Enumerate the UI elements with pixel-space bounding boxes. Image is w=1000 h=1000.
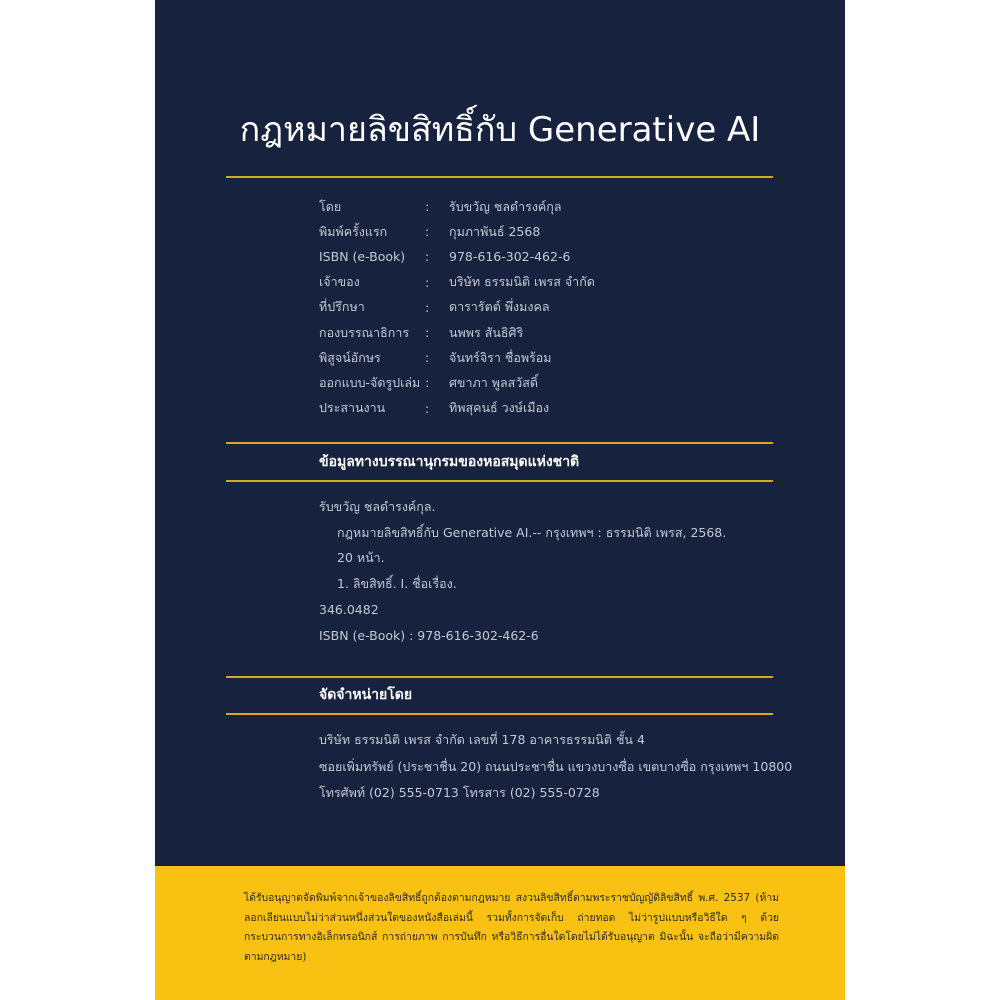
credit-value: กุมภาพันธ์ 2568 bbox=[449, 223, 541, 239]
credit-label: กองบรรณาธิการ bbox=[319, 324, 410, 340]
credit-separator: : bbox=[425, 249, 430, 265]
credits-list bbox=[319, 194, 595, 421]
cip-subjects: 1. ลิขสิทธิ์. I. ชื่อเรื่อง. bbox=[337, 575, 457, 591]
copyright-page bbox=[155, 0, 845, 1000]
divider-cip-bottom bbox=[226, 480, 773, 482]
credit-label: ประสานงาน bbox=[319, 400, 386, 416]
credit-row-advisor bbox=[319, 295, 595, 320]
divider-title bbox=[226, 176, 773, 178]
credit-row-author bbox=[319, 194, 595, 219]
credit-separator: : bbox=[425, 400, 430, 416]
cip-isbn: ISBN (e-Book) : 978-616-302-462-6 bbox=[319, 627, 539, 643]
credit-label: เจ้าของ bbox=[319, 274, 360, 290]
cip-classification: 346.0482 bbox=[319, 602, 379, 618]
credit-value: ทิพสุคนธ์ วงษ์เมือง bbox=[449, 400, 550, 416]
distribution-address-2: ซอยเพิ่มทรัพย์ (ประชาชื่น 20) ถนนประชาชื่น แขวงบางซื่อ เขตบางซื่อ กรุงเทพฯ 10800 bbox=[319, 758, 793, 774]
credit-value: นพพร สันธิศิริ bbox=[449, 324, 524, 340]
cip-heading: ข้อมูลทางบรรณานุกรมของหอสมุดแห่งชาติ bbox=[319, 454, 580, 470]
distribution-contact: โทรศัพท์ (02) 555-0713 โทรสาร (02) 555-0728 bbox=[319, 785, 600, 801]
credit-separator: : bbox=[425, 224, 430, 240]
credit-row-coordinator bbox=[319, 396, 595, 421]
credit-value: 978-616-302-462-6 bbox=[449, 249, 571, 265]
distribution-heading: จัดจำหน่ายโดย bbox=[319, 687, 413, 703]
credit-label: ISBN (e-Book) bbox=[319, 249, 406, 265]
credit-row-first-print bbox=[319, 219, 595, 244]
divider-dist-top bbox=[226, 676, 773, 678]
credit-label: พิมพ์ครั้งแรก bbox=[319, 223, 388, 239]
divider-cip-top bbox=[226, 442, 773, 444]
credit-label: พิสูจน์อักษร bbox=[319, 349, 381, 365]
divider-dist-bottom bbox=[226, 713, 773, 715]
credit-separator: : bbox=[425, 375, 430, 391]
credit-separator: : bbox=[425, 299, 430, 315]
credit-separator: : bbox=[425, 350, 430, 366]
credit-row-isbn bbox=[319, 244, 595, 269]
distribution-block bbox=[319, 727, 792, 807]
copyright-notice: ได้รับอนุญาตจัดพิมพ์จากเจ้าของลิขสิทธิ์ถูกต้องตามกฎหมาย สงวนลิขสิทธิ์ตามพระราชบัญญัติลิขสิทธิ์ พ.ศ. 2537 (ห้ามลอกเลียนแบบไม่ว่าส่วนหนึ่งส่วนใดของหนังสือเล่มนี้ รวมทั้งการจัดเก็บ ถ่ายทอด ไม่ว่ารูปแบบหรือวิธีใด ๆ ด้วยกระบวนการทางอิเล็กทรอนิกส์ การถ่ายภาพ การบันทึก หรือวิธีการอื่นใดโดยไม่ได้รับอนุญาต มิฉะนั้น จะถือว่ามีความผิดตามกฎหมาย) bbox=[244, 892, 779, 963]
cip-author: รับขวัญ ชลดำรงค์กุล. bbox=[319, 498, 436, 514]
credit-row-owner bbox=[319, 270, 595, 295]
credit-label: ที่ปรึกษา bbox=[319, 299, 365, 315]
credit-separator: : bbox=[425, 274, 430, 290]
book-title: กฎหมายลิขสิทธิ์กับ Generative AI bbox=[239, 110, 761, 150]
credit-label: ออกแบบ-จัดรูปเล่ม bbox=[319, 374, 421, 390]
credit-value: ศขาภา พูลสวัสดิ์ bbox=[449, 374, 539, 390]
credit-value: บริษัท ธรรมนิติ เพรส จำกัด bbox=[449, 274, 595, 290]
distribution-address-1: บริษัท ธรรมนิติ เพรส จำกัด เลขที่ 178 อาคารธรรมนิติ ชั้น 4 bbox=[319, 732, 645, 748]
credit-separator: : bbox=[425, 325, 430, 341]
cip-block bbox=[319, 494, 726, 648]
cip-title-line: กฎหมายลิขสิทธิ์กับ Generative AI.-- กรุงเทพฯ : ธรรมนิติ เพรส, 2568. bbox=[337, 524, 727, 540]
credit-value: รับขวัญ ชลดำรงค์กุล bbox=[449, 198, 562, 214]
credit-row-editorial bbox=[319, 320, 595, 345]
credit-row-proofreader bbox=[319, 345, 595, 370]
credit-label: โดย bbox=[319, 198, 342, 214]
credit-value: จันทร์จิรา ชื่อพร้อม bbox=[449, 349, 552, 365]
credit-separator: : bbox=[425, 199, 430, 215]
credit-row-design bbox=[319, 370, 595, 395]
credit-value: ดารารัตต์ พึ่งมงคล bbox=[449, 299, 550, 315]
cip-pages: 20 หน้า. bbox=[337, 550, 385, 566]
copyright-notice-band bbox=[155, 866, 845, 1000]
